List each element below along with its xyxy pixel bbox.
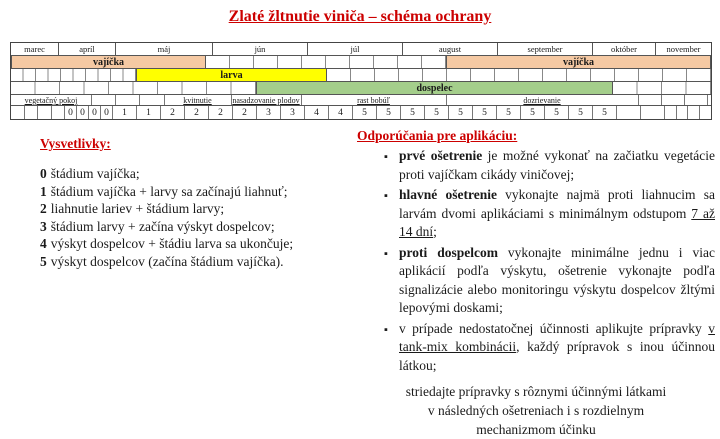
stage-cell: 1 [113,106,137,119]
legend-item-number: 3 [40,218,47,234]
stage-cell: 5 [521,106,545,119]
legend-item: 3 štádium larvy + začína výskyt dospelcov; [40,218,275,234]
recommendation-text: v tank-mix kombinácii [399,320,715,354]
legend-heading: Vysvetlivky: [40,136,111,151]
stage-cell: 4 [305,106,329,119]
stage-cell: 5 [425,106,449,119]
phenology-divider [661,95,662,105]
stage-cell: 5 [449,106,473,119]
adult-stage-row [11,82,711,95]
egg-bar-autumn: vajíčka [446,55,711,69]
stage-cell: 2 [209,106,233,119]
recommendation-item [357,147,715,184]
footer-line: striedajte prípravky s rôznymi účinnými látkami [405,384,667,399]
grid-cells [11,82,256,94]
stage-cell-empty [688,106,700,119]
recommendation-text: v prípade nedostatočnej účinnosti aplikujte prípravky [399,320,709,336]
recommendations-footer [357,382,715,439]
legend-item: 4 výskyt dospelcov + štádiu larva sa ukončuje; [40,236,294,251]
month-cell: september [498,43,593,55]
stage-cell-empty [665,106,677,119]
grid-cells [11,69,136,81]
recommendation-text: hlavné ošetrenie [399,187,497,202]
phenology-divider [638,95,639,105]
recommendation-text: ; [433,224,437,239]
phenology-label: rast bobúľ [357,96,390,105]
grid-cells [613,82,711,94]
stage-cell-empty [52,106,66,119]
legend-section [40,136,352,270]
stage-cell: 5 [377,106,401,119]
legend-item: 0 štádium vajíčka; [40,166,140,181]
stage-cell-empty [25,106,39,119]
grid-cells [206,56,446,68]
phenology-divider [707,95,708,105]
month-cell: marec [11,43,59,55]
stage-cell-empty [38,106,52,119]
recommendation-text: proti dospelcom [399,244,498,260]
egg-bar-spring: vajíčka [11,55,206,69]
stage-cell: 2 [185,106,209,119]
stage-cell: 2 [161,106,185,119]
recommendation-text: , každý prípravok s inou účinnou látkou; [399,339,715,373]
phenology-row [11,95,711,106]
recommendation-item [357,320,715,376]
stage-cell: 5 [353,106,377,119]
recommendation-text: vykonajte minimálne jednu i viac aplikácií podľa výskytu, ošetrenie vykonajte podľa signalizácie alebo monitoringu výskytu dospelcov žltými lepovými doskami; [399,244,715,315]
stage-cell: 0 [101,106,113,119]
footer-line: mechanizmom účinku [476,422,596,437]
stage-cell: 5 [545,106,569,119]
month-cell: november [666,44,701,54]
stage-cell: 3 [281,106,305,119]
legend-item-number: 5 [40,253,47,269]
phenology-divider [139,95,140,105]
stage-cell-empty [677,106,689,119]
recommendations-heading: Odporúčania pre aplikáciu: [357,128,518,143]
recommendation-text: prvé ošetrenie [399,148,483,163]
month-cell: júl [308,43,403,55]
month-cell: máj [116,43,213,55]
recommendation-text: je možné vykonať na začiatku vegetácie proti vajíčkam cikády viničovej; [399,148,715,182]
stage-cell: 0 [77,106,89,119]
grid-cells [327,69,711,81]
phenology-label: nasadzovanie plodov [232,96,300,105]
stage-cell-empty [617,106,641,119]
stage-cell: 1 [137,106,161,119]
phenology-label: vegetačný pokoj [24,96,78,105]
recommendation-text: 7 až 14 dní [399,205,716,239]
month-cell: august [403,43,498,55]
stage-cell: 5 [569,106,593,119]
legend-item-number: 4 [40,236,47,251]
legend-item-number: 1 [40,183,47,199]
legend-item-number: 0 [40,166,47,181]
legend-item: 1 štádium vajíčka + larvy sa začínajú liahnuť; [40,183,288,199]
footer-line: v následných ošetreniach i s rozdielnym [427,403,645,418]
stage-cell-empty [641,106,665,119]
stage-cell: 0 [89,106,101,119]
recommendations-section [357,128,715,439]
legend-item-number: 2 [40,201,47,216]
month-cell: október [593,43,656,55]
phenology-divider [684,95,685,105]
stage-cell: 0 [65,106,77,119]
stage-cell: 5 [401,106,425,119]
phenology-label: dozrievanie [523,96,561,105]
month-cell: apríl [59,43,116,55]
recommendation-item [357,186,715,242]
stage-cell-empty [11,106,25,119]
page-title: Zlaté žltnutie viniča – schéma ochrany [228,8,492,25]
recommendation-item [357,244,715,318]
stage-cell: 5 [473,106,497,119]
egg-stage-row [11,56,711,69]
stage-cell: 2 [233,106,257,119]
larva-bar: larva [136,68,327,82]
stage-cell: 5 [593,106,617,119]
stage-cell: 5 [497,106,521,119]
phenology-divider [91,95,92,105]
adult-bar: dospelec [256,81,613,95]
legend-item: 5 výskyt dospelcov (začína štádium vajíčka). [40,253,284,269]
recommendations-list [357,147,715,375]
stage-cell: 3 [257,106,281,119]
recommendation-text: vykonajte najmä proti liahnucim sa larvám dvomi aplikáciami s minimálnym odstupom [399,187,715,221]
protection-scheme-table [10,42,712,120]
phenology-divider [115,95,116,105]
month-cell: jún [213,43,308,55]
phenology-label: kvitnutie [183,96,212,105]
legend-item: 2 liahnutie lariev + štádium larvy; [40,201,225,216]
stage-cell-empty [700,106,712,119]
stage-cell: 4 [329,106,353,119]
legend-items [40,165,352,270]
stage-numbers-row [11,106,711,119]
